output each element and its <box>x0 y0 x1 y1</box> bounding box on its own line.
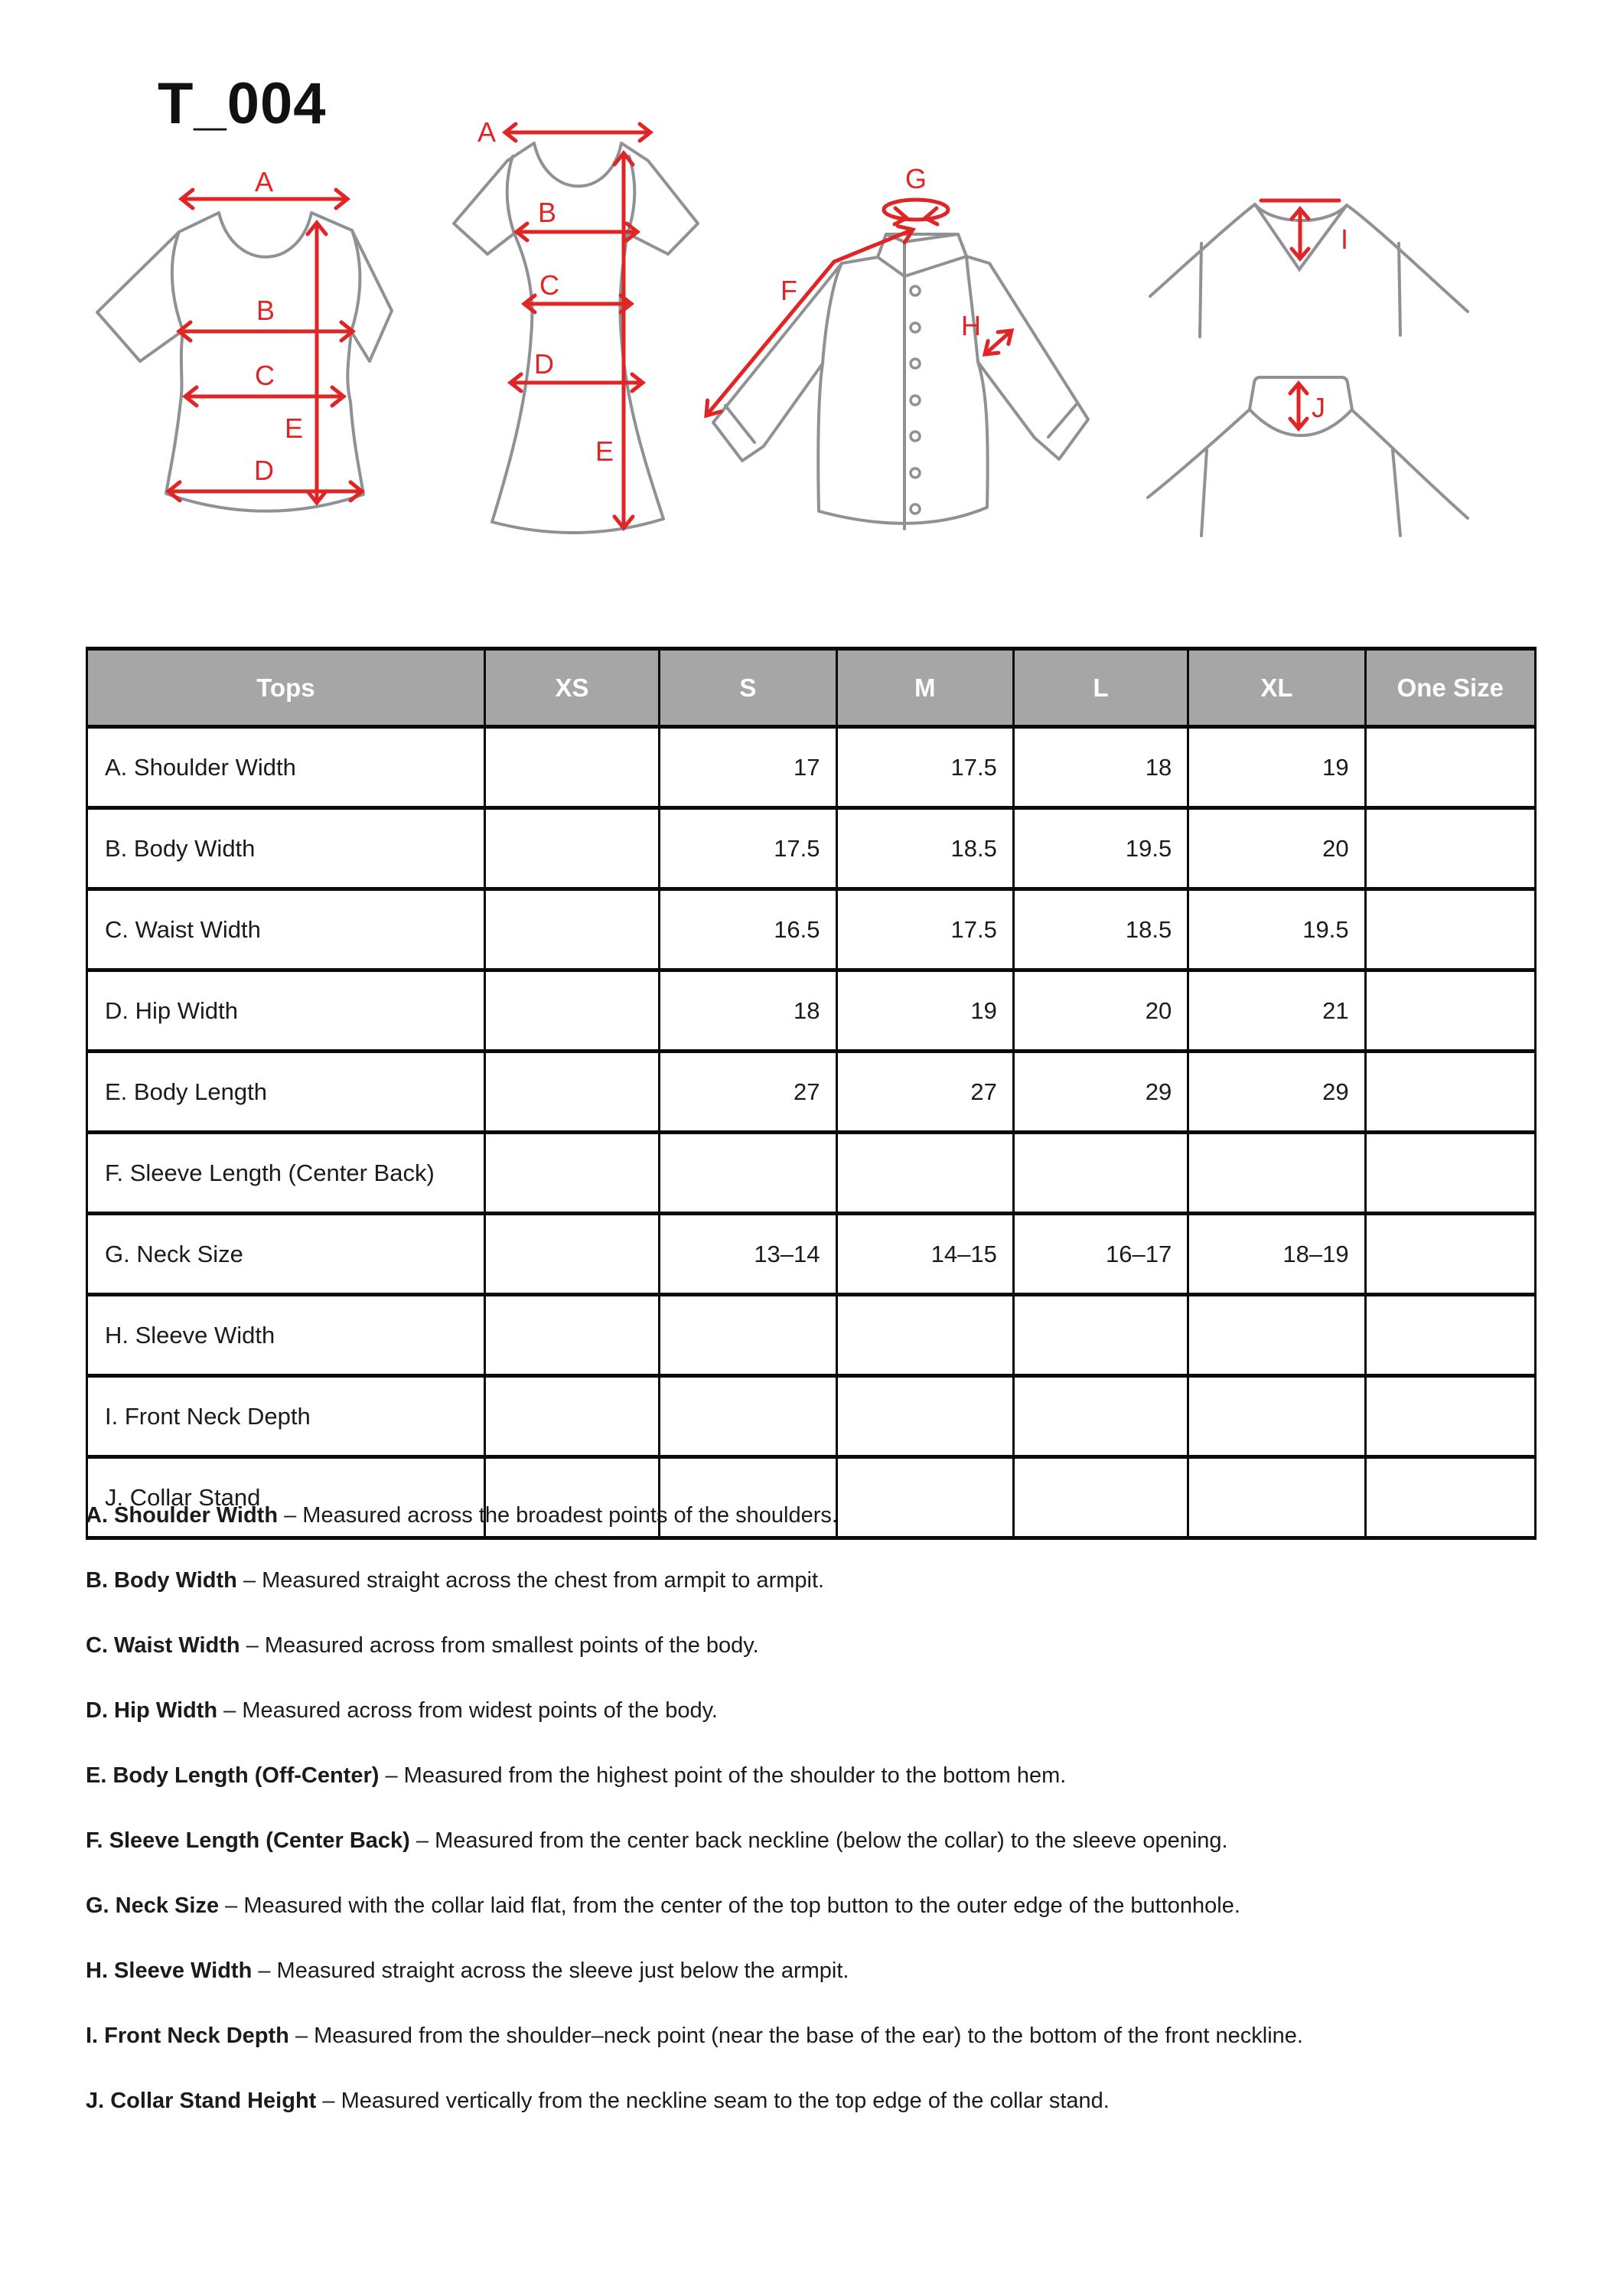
footnote-desc: – Measured from the highest point of the shoulder to the bottom hem. <box>385 1763 1067 1788</box>
size-value: 19 <box>1188 727 1365 808</box>
body-width-label: B <box>538 197 557 228</box>
footnote <box>86 1954 1517 1988</box>
size-value: 13–14 <box>660 1214 836 1295</box>
footnote-label: D. Hip Width <box>86 1698 218 1723</box>
table-row <box>87 1376 1536 1457</box>
size-value: 16.5 <box>660 889 836 970</box>
footnote-desc: – Measured from the shoulder–neck point (near the base of the ear) to the bottom of the front neckline. <box>295 2024 1303 2048</box>
footnote-desc: – Measured from the center back neckline (below the collar) to the sleeve opening. <box>416 1828 1228 1853</box>
footnote-desc: – Measured straight across the sleeve just below the armpit. <box>258 1958 849 1983</box>
collar-stand-label: J <box>1312 392 1325 423</box>
row-label: H. Sleeve Width <box>87 1295 485 1376</box>
hip-width-label: D <box>254 455 274 486</box>
size-value <box>484 1133 659 1214</box>
size-value <box>1365 727 1535 808</box>
body-length-label: E <box>595 435 614 467</box>
row-label: F. Sleeve Length (Center Back) <box>87 1133 485 1214</box>
shirt-button <box>911 323 920 332</box>
size-value: 17 <box>660 727 836 808</box>
size-value: 27 <box>836 1052 1013 1133</box>
size-table <box>86 647 1537 1540</box>
size-table-body <box>87 727 1536 1538</box>
footnote-label: J. Collar Stand Height <box>86 2089 317 2113</box>
column-header-m: M <box>836 649 1013 727</box>
size-value: 18 <box>660 970 836 1052</box>
vneck-armhole-left <box>1200 243 1201 337</box>
size-value: 20 <box>1188 808 1365 889</box>
shoulder-width-label: A <box>254 168 274 197</box>
size-value <box>1365 1214 1535 1295</box>
column-header-xl: XL <box>1188 649 1365 727</box>
body-width-label: B <box>256 295 275 326</box>
sleeve-width-label: H <box>961 310 981 341</box>
row-label: J. Collar Stand <box>87 1457 485 1538</box>
footnote <box>86 1824 1517 1857</box>
footnote-label: C. Waist Width <box>86 1633 240 1658</box>
neck-size-label: G <box>904 163 927 194</box>
hip-width-label: D <box>534 348 554 380</box>
footnote-label: G. Neck Size <box>86 1893 220 1918</box>
page-title: T_004 <box>158 71 327 136</box>
waist-width-label: C <box>255 360 275 391</box>
footnote <box>86 2019 1517 2053</box>
size-value <box>1365 889 1535 970</box>
footnote <box>86 2084 1517 2118</box>
shirt-button <box>911 396 920 405</box>
footnote-desc: – Measured across the broadest points of the shoulders. <box>284 1503 838 1528</box>
shirt-measurement-diagram <box>704 161 1117 551</box>
row-label: A. Shoulder Width <box>87 727 485 808</box>
sleeve-length-label: F <box>781 275 797 306</box>
size-value: 17.5 <box>836 727 1013 808</box>
tshirt-measurement-diagram <box>77 168 406 528</box>
size-value: 19.5 <box>1013 808 1188 889</box>
footnote <box>86 1889 1517 1923</box>
size-value <box>1365 1295 1535 1376</box>
table-row <box>87 889 1536 970</box>
size-value <box>484 727 659 808</box>
size-value <box>1013 1133 1188 1214</box>
row-label: D. Hip Width <box>87 970 485 1052</box>
column-header-tops: Tops <box>87 649 485 727</box>
dress-outline <box>454 143 698 533</box>
footnote <box>86 1759 1517 1792</box>
vneck-armhole-right <box>1399 243 1400 335</box>
size-value <box>660 1133 836 1214</box>
footnote-desc: – Measured straight across the chest from armpit to armpit. <box>243 1568 825 1593</box>
footnote-label: B. Body Width <box>86 1568 237 1593</box>
size-value <box>660 1295 836 1376</box>
size-value: 18 <box>1013 727 1188 808</box>
table-row <box>87 970 1536 1052</box>
footnote-desc: – Measured with the collar laid flat, from the center of the top button to the outer edge of the buttonhole. <box>225 1893 1240 1918</box>
size-value <box>484 808 659 889</box>
size-value <box>660 1376 836 1457</box>
shirt-button <box>911 468 920 478</box>
size-value: 17.5 <box>836 889 1013 970</box>
row-label: C. Waist Width <box>87 889 485 970</box>
front-neck-depth-arrow <box>1292 209 1309 259</box>
column-header-s: S <box>660 649 836 727</box>
shirt-button <box>911 286 920 295</box>
footnote-desc: – Measured vertically from the neckline seam to the top edge of the collar stand. <box>322 2089 1110 2113</box>
size-value: 19 <box>836 970 1013 1052</box>
size-value <box>836 1133 1013 1214</box>
footnote <box>86 1499 1517 1532</box>
size-value <box>1365 970 1535 1052</box>
footnote <box>86 1564 1517 1597</box>
shoulder-width-arrow <box>505 124 650 141</box>
size-value: 18–19 <box>1188 1214 1365 1295</box>
table-row <box>87 1052 1536 1133</box>
size-table-header-row <box>87 649 1536 727</box>
footnote-label: H. Sleeve Width <box>86 1958 253 1983</box>
measurement-definitions <box>86 1499 1517 2149</box>
size-value <box>1013 1295 1188 1376</box>
size-value: 14–15 <box>836 1214 1013 1295</box>
row-label: B. Body Width <box>87 808 485 889</box>
size-value <box>1365 1052 1535 1133</box>
neck-size-arrowheads <box>895 208 937 224</box>
table-row <box>87 1214 1536 1295</box>
size-value <box>1188 1295 1365 1376</box>
size-value: 29 <box>1188 1052 1365 1133</box>
neckline-measurement-diagram <box>1140 180 1569 570</box>
size-value: 29 <box>1013 1052 1188 1133</box>
footnote <box>86 1694 1517 1727</box>
table-row <box>87 808 1536 889</box>
size-value <box>836 1295 1013 1376</box>
row-label: G. Neck Size <box>87 1214 485 1295</box>
shirt-button <box>911 432 920 441</box>
vneck-shoulder-right <box>1347 205 1468 311</box>
table-row <box>87 1133 1536 1214</box>
size-value: 27 <box>660 1052 836 1133</box>
footnote-label: A. Shoulder Width <box>86 1503 279 1528</box>
body-length-label: E <box>284 413 303 444</box>
table-row <box>87 1295 1536 1376</box>
front-neck-depth-label: I <box>1341 223 1349 255</box>
footnote-label: F. Sleeve Length (Center Back) <box>86 1828 410 1853</box>
shirt-button <box>911 359 920 368</box>
size-value: 18.5 <box>836 808 1013 889</box>
row-label: E. Body Length <box>87 1052 485 1133</box>
column-header-l: L <box>1013 649 1188 727</box>
footnote-label: I. Front Neck Depth <box>86 2024 289 2048</box>
size-value <box>1188 1133 1365 1214</box>
waist-width-label: C <box>539 269 559 301</box>
size-value <box>1365 1133 1535 1214</box>
size-value <box>484 889 659 970</box>
size-value: 19.5 <box>1188 889 1365 970</box>
size-value <box>1365 808 1535 889</box>
size-value <box>836 1376 1013 1457</box>
size-value <box>1013 1376 1188 1457</box>
size-value: 20 <box>1013 970 1188 1052</box>
shirt-body-outline <box>713 234 1088 523</box>
size-value <box>484 1295 659 1376</box>
size-value <box>1188 1376 1365 1457</box>
size-value <box>484 1052 659 1133</box>
size-value: 16–17 <box>1013 1214 1188 1295</box>
footnote-desc: – Measured across from widest points of the body. <box>223 1698 718 1723</box>
footnote-desc: – Measured across from smallest points of the body. <box>246 1633 759 1658</box>
footnote-label: E. Body Length (Off-Center) <box>86 1763 380 1788</box>
neck-size-loop <box>884 200 948 220</box>
size-value: 18.5 <box>1013 889 1188 970</box>
shoulder-width-label: A <box>477 116 496 148</box>
collar-armhole-right <box>1393 450 1400 536</box>
size-value <box>1365 1376 1535 1457</box>
collar-shoulder-left <box>1148 409 1250 497</box>
size-value <box>484 1214 659 1295</box>
row-label: I. Front Neck Depth <box>87 1376 485 1457</box>
size-value <box>484 970 659 1052</box>
collar-armhole-left <box>1201 450 1207 536</box>
collar-shoulder-right <box>1352 410 1468 518</box>
tshirt-outline <box>97 213 392 511</box>
size-value: 21 <box>1188 970 1365 1052</box>
size-value: 17.5 <box>660 808 836 889</box>
column-header-xs: XS <box>484 649 659 727</box>
table-row <box>87 727 1536 808</box>
column-header-one-size: One Size <box>1365 649 1535 727</box>
size-value <box>484 1376 659 1457</box>
footnote <box>86 1629 1517 1662</box>
shirt-button <box>911 504 920 514</box>
